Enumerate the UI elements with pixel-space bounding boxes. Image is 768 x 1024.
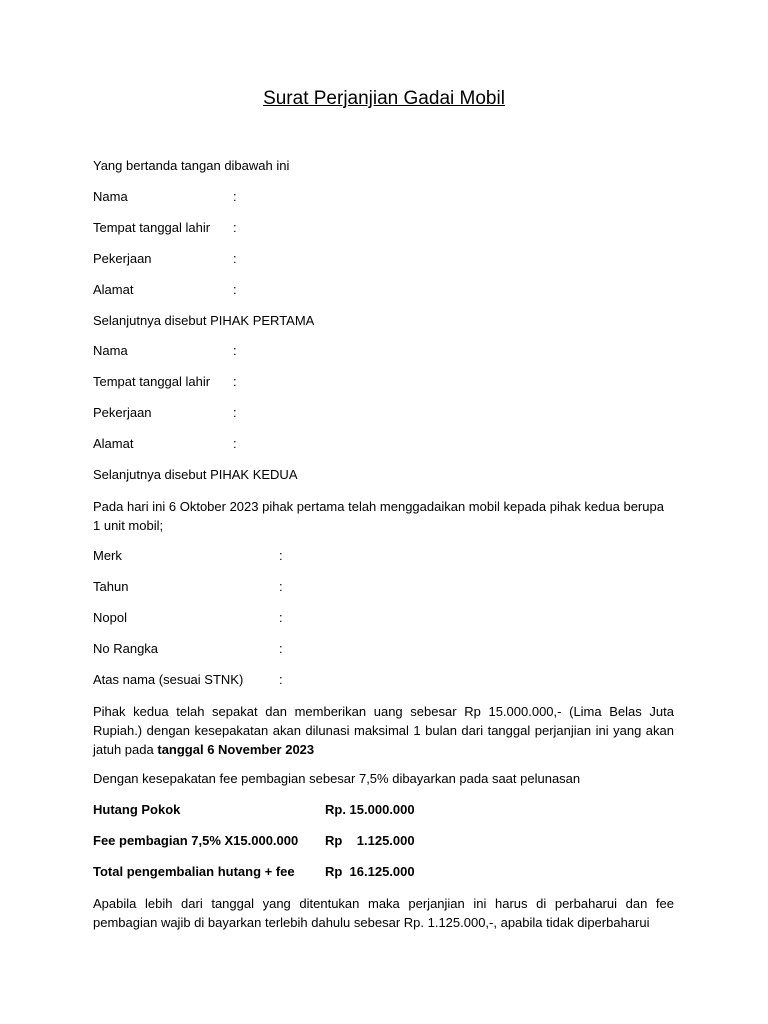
first-party-name-row: [93, 188, 237, 206]
intro-text: Yang bertanda tangan dibawah ini: [93, 158, 290, 173]
field-colon: :: [233, 189, 237, 204]
field-label: Pekerjaan: [93, 405, 152, 420]
fee-row: [93, 832, 415, 850]
principal-row: [93, 801, 415, 819]
field-label: Tahun: [93, 579, 129, 594]
financial-value: Rp 16.125.000: [325, 864, 415, 879]
field-label: Nama: [93, 343, 128, 358]
field-colon: :: [279, 548, 283, 563]
field-colon: :: [233, 220, 237, 235]
second-party-name-row: [93, 342, 237, 360]
agreement-text: Pihak kedua telah sepakat dan memberikan uang sebesar Rp 15.000.000,- (Lima Belas Juta Rupiah.) dengan kesepakatan akan dilunasi maksimal 1 bulan dari tanggal perjanjian ini yang akan jatuh pada: [93, 704, 674, 757]
field-colon: :: [233, 436, 237, 451]
vehicle-chassis-row: [93, 640, 283, 658]
first-party-label: Selanjutnya disebut PIHAK PERTAMA: [93, 313, 315, 328]
field-label: Merk: [93, 548, 122, 563]
vehicle-brand-row: [93, 547, 283, 565]
field-colon: :: [233, 343, 237, 358]
vehicle-plate-row: [93, 609, 283, 627]
field-label: No Rangka: [93, 641, 159, 656]
first-party-job-row: [93, 250, 237, 268]
field-colon: :: [233, 251, 237, 266]
due-date: tanggal 6 November 2023: [157, 742, 315, 757]
closing-paragraph: Apabila lebih dari tanggal yang ditentukan maka perjanjian ini harus di perbaharui dan fee pembagian wajib di bayarkan terlebih dahulu sebesar Rp. 1.125.000,-, apabila tidak diperbaharui: [93, 896, 674, 930]
field-label: Alamat: [93, 282, 134, 297]
vehicle-owner-row: [93, 671, 283, 689]
total-row: [93, 863, 415, 881]
agreement-paragraph: [93, 702, 674, 759]
field-label: Nama: [93, 189, 128, 204]
vehicle-year-row: [93, 578, 283, 596]
second-party-address-row: [93, 435, 237, 453]
field-label: Alamat: [93, 436, 134, 451]
second-party-job-row: [93, 404, 237, 422]
field-label: Nopol: [93, 610, 127, 625]
field-colon: :: [279, 641, 283, 656]
field-colon: :: [279, 610, 283, 625]
financial-label: Hutang Pokok: [93, 802, 181, 817]
financial-label: Total pengembalian hutang + fee: [93, 864, 295, 879]
financial-value: Rp. 15.000.000: [325, 802, 415, 817]
fee-statement: Dengan kesepakatan fee pembagian sebesar 7,5% dibayarkan pada saat pelunasan: [93, 771, 581, 786]
first-party-birth-row: [93, 219, 237, 237]
field-colon: :: [233, 374, 237, 389]
field-label: Tempat tanggal lahir: [93, 374, 211, 389]
field-label: Atas nama (sesuai STNK): [93, 672, 244, 687]
field-colon: :: [279, 672, 283, 687]
document-title: Surat Perjanjian Gadai Mobil: [263, 88, 505, 109]
financial-value: Rp 1.125.000: [325, 833, 415, 848]
field-colon: :: [233, 282, 237, 297]
field-label: Tempat tanggal lahir: [93, 220, 211, 235]
financial-label: Fee pembagian 7,5% X15.000.000: [93, 833, 299, 848]
field-colon: :: [233, 405, 237, 420]
second-party-birth-row: [93, 373, 237, 391]
field-colon: :: [279, 579, 283, 594]
pawn-statement: Pada hari ini 6 Oktober 2023 pihak pertama telah menggadaikan mobil kepada pihak kedua berupa 1 unit mobil;: [93, 499, 664, 533]
second-party-label: Selanjutnya disebut PIHAK KEDUA: [93, 467, 298, 482]
field-label: Pekerjaan: [93, 251, 152, 266]
first-party-address-row: [93, 281, 237, 299]
